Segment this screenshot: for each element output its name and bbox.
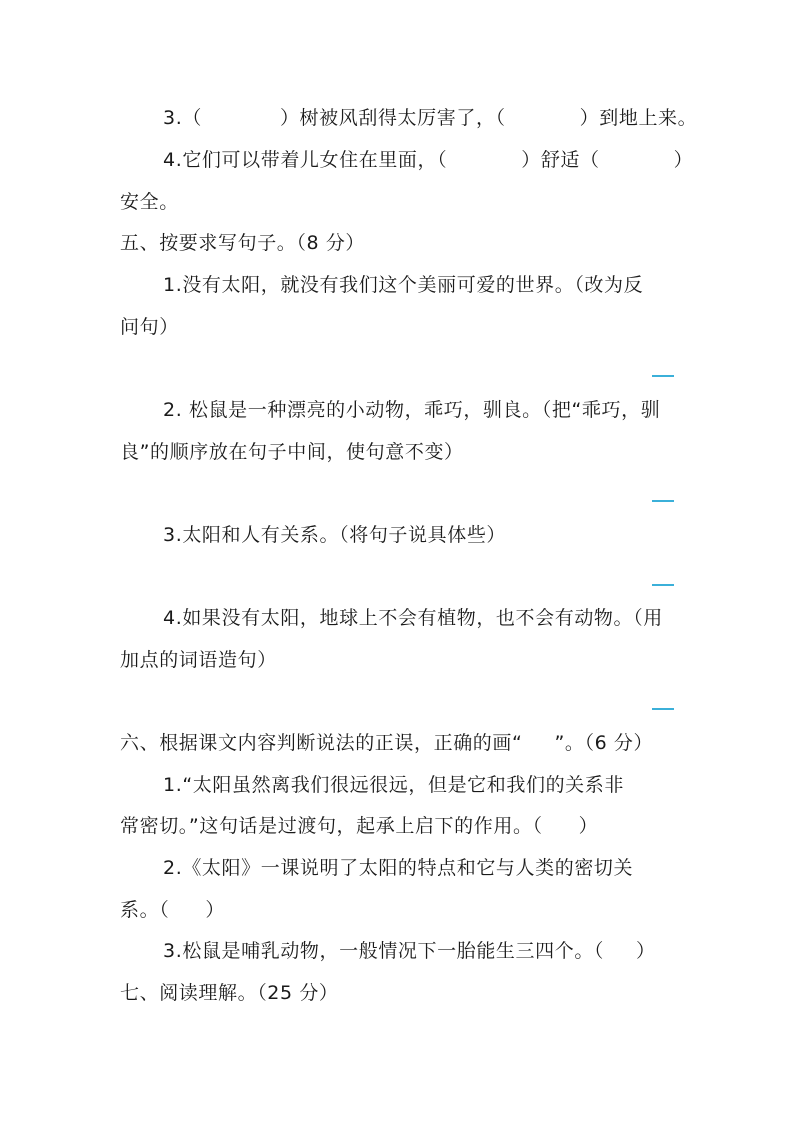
answer-line-5-4[interactable] bbox=[652, 708, 674, 710]
q6-3-text-2: ） bbox=[636, 940, 656, 962]
answer-line-5-3[interactable] bbox=[652, 584, 674, 586]
question-6-1-continued bbox=[120, 812, 676, 840]
answer-line-5-1[interactable] bbox=[652, 375, 674, 377]
answer-line-5-2[interactable] bbox=[652, 500, 674, 502]
question-6-2-continued bbox=[120, 896, 676, 924]
question-6-1: 1.“太阳虽然离我们很远很远，但是它和我们的关系非 bbox=[163, 774, 624, 796]
question-4-4-continued: 安全。 bbox=[120, 191, 179, 213]
q4-3-text-1: 3.（ bbox=[163, 107, 202, 129]
question-5-1: 1.没有太阳，就没有我们这个美丽可爱的世界。（改为反 bbox=[163, 274, 644, 296]
question-5-2-continued: 良”的顺序放在句子中间，使句意不变） bbox=[120, 441, 464, 463]
question-5-3: 3.太阳和人有关系。（将句子说具体些） bbox=[163, 524, 507, 546]
q4-4-text-1: 4.它们可以带着儿女住在里面，（ bbox=[163, 149, 448, 171]
sec6-text-1: 六、根据课文内容判断说法的正误，正确的画“ bbox=[120, 732, 523, 754]
sec6-text-2: ”。（6 分） bbox=[554, 732, 654, 754]
question-6-3 bbox=[163, 937, 676, 965]
q4-4-text-2: ）舒适（ bbox=[521, 149, 600, 171]
question-5-1-continued: 问句） bbox=[120, 316, 179, 338]
section-6-heading bbox=[120, 729, 676, 757]
question-6-2: 2.《太阳》一课说明了太阳的特点和它与人类的密切关 bbox=[163, 857, 634, 879]
q4-4-text-3: ） bbox=[673, 149, 694, 171]
section-7-heading: 七、阅读理解。（25 分） bbox=[120, 982, 339, 1004]
question-4-4 bbox=[163, 146, 694, 174]
q6-2-text-2: ） bbox=[205, 899, 225, 921]
q4-3-text-2: ）树被风刮得太厉害了，（ bbox=[279, 107, 506, 129]
q6-3-text-1: 3.松鼠是哺乳动物，一般情况下一胎能生三四个。（ bbox=[163, 940, 605, 962]
section-5-heading: 五、按要求写句子。（8 分） bbox=[120, 232, 366, 254]
question-4-3 bbox=[163, 104, 698, 132]
q4-3-text-3: ）到地上来。 bbox=[579, 107, 698, 129]
question-5-4-continued: 加点的词语造句） bbox=[120, 649, 277, 671]
q6-1-text-2: ） bbox=[578, 815, 599, 837]
q6-1-text-1: 常密切。”这句话是过渡句，起承上启下的作用。（ bbox=[120, 815, 543, 837]
question-5-4: 4.如果没有太阳，地球上不会有植物，也不会有动物。（用 bbox=[163, 607, 663, 629]
q6-2-text-1: 系。（ bbox=[120, 899, 170, 921]
question-5-2: 2. 松鼠是一种漂亮的小动物，乖巧，驯良。（把“乖巧，驯 bbox=[163, 399, 661, 421]
